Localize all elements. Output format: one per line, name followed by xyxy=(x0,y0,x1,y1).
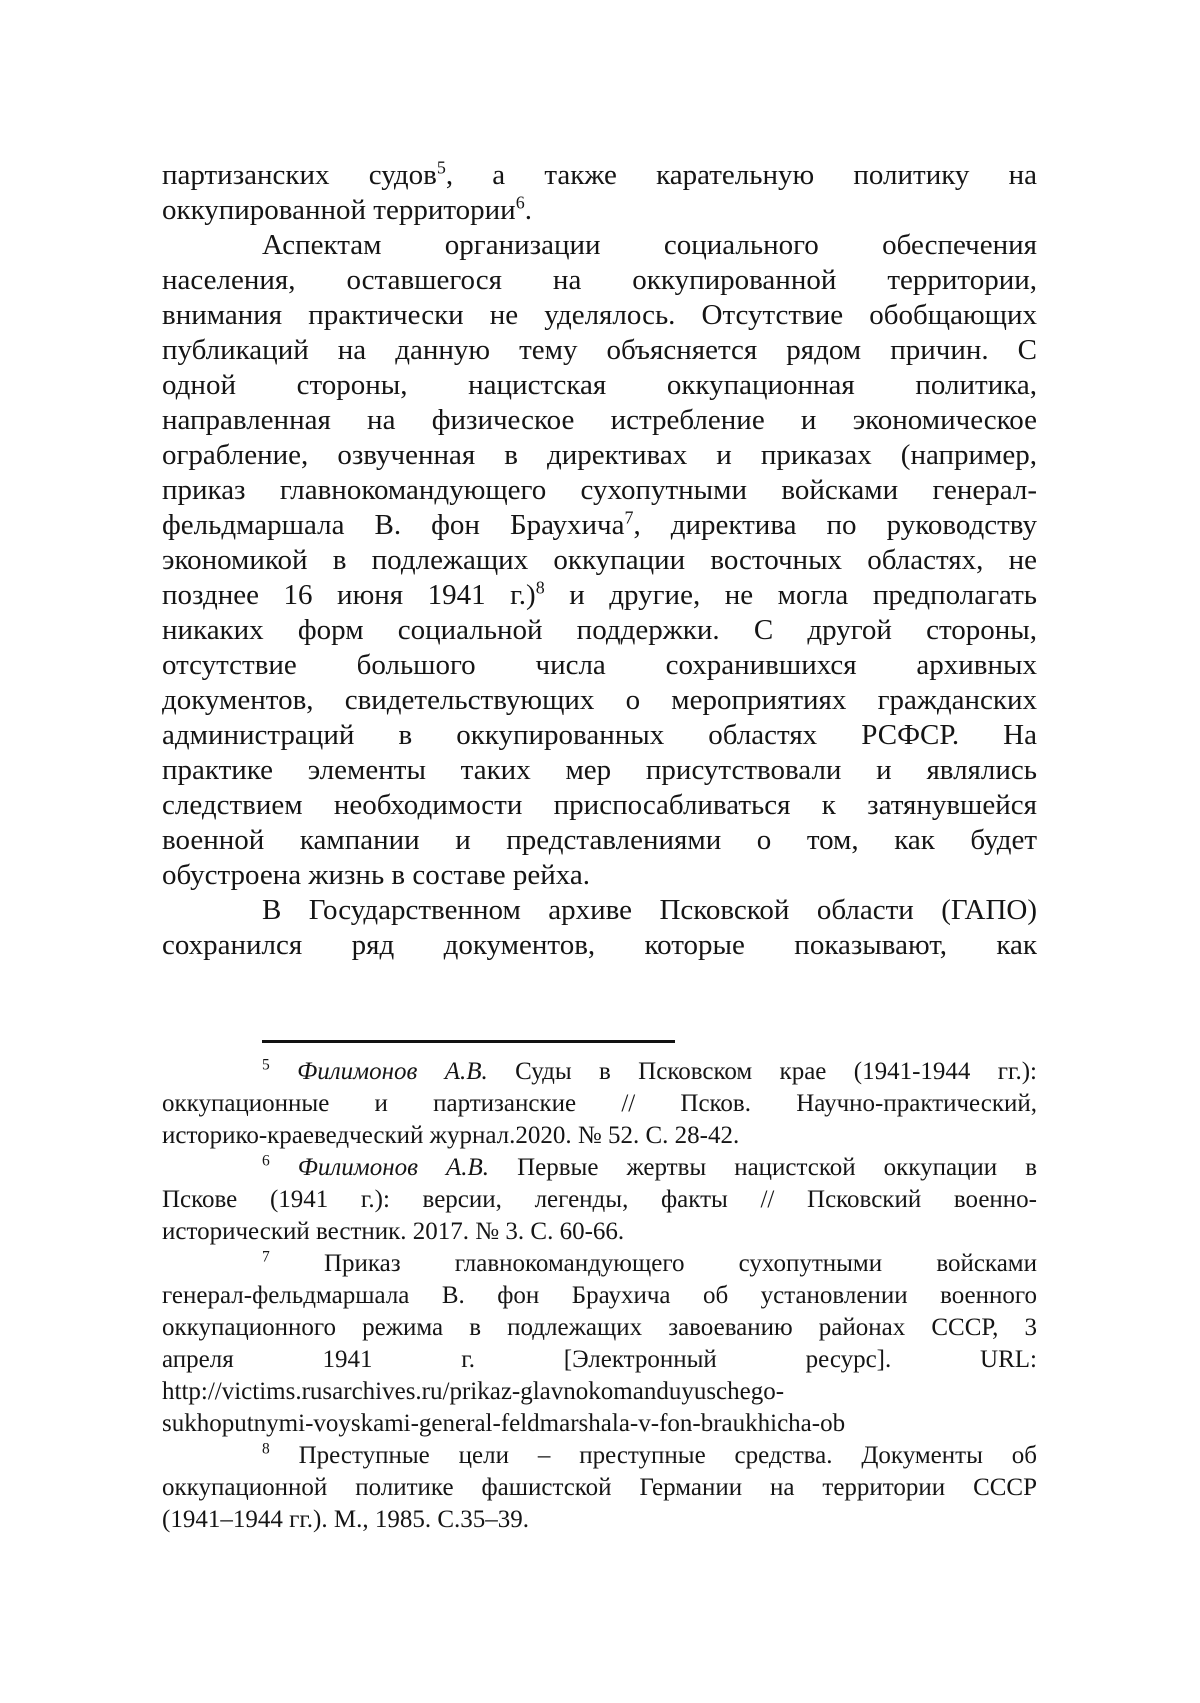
footnote-marker: 6 xyxy=(515,192,525,213)
text-line: внимания практически не уделялось. Отсутствие обобщающих xyxy=(162,299,1037,331)
text-line: sukhoputnymi-voyskami-general-feldmarshala-v-fon-braukhicha-ob xyxy=(162,1410,846,1437)
footnote-separator-line xyxy=(262,1040,675,1043)
text-line: В Государственном архиве Псковской области (ГАПО) xyxy=(262,894,1037,926)
footnote-marker: 7 xyxy=(624,507,634,528)
text-line: генерал-фельдмаршала В. фон Браухича об установлении военного xyxy=(162,1282,1037,1309)
text-line: никаких форм социальной поддержки. С другой стороны, xyxy=(162,614,1037,646)
footnote-8 xyxy=(162,1440,1037,1536)
body-text-block xyxy=(162,158,1037,963)
text-line: оккупационной политике фашистской Германии на территории СССР xyxy=(162,1474,1037,1501)
paragraph xyxy=(162,228,1037,893)
text-line: оккупационные и партизанские // Псков. Научно-практический, xyxy=(162,1090,1037,1117)
paragraph xyxy=(162,893,1037,963)
text-line: публикаций на данную тему объясняется рядом причин. С xyxy=(162,334,1037,366)
text-line: позднее 16 июня 1941 г.)$^8$ и другие, не могла предполагать xyxy=(162,577,1037,611)
footnote-marker: 5 xyxy=(436,157,446,178)
text-line: приказ главнокомандующего сухопутными войсками генерал- xyxy=(162,474,1037,506)
text-line: администраций в оккупированных областях РСФСР. На xyxy=(162,719,1037,751)
text-line: сохранился ряд документов, которые показывают, как xyxy=(162,929,1037,961)
text-line: партизанских судов$^5$, а также карательную политику на xyxy=(162,157,1037,191)
footnote-marker: 8 xyxy=(535,577,545,598)
text-line: $^8$ Преступные цели – преступные средства. Документы об xyxy=(262,1440,1037,1469)
text-line: Аспектам организации социального обеспечения xyxy=(262,229,1037,261)
text-line: населения, оставшегося на оккупированной территории, xyxy=(162,264,1037,296)
text-line: одной стороны, нацистская оккупационная политика, xyxy=(162,369,1037,401)
text-line: апреля 1941 г. [Электронный ресурс]. URL: xyxy=(162,1346,1037,1373)
text-line: направленная на физическое истребление и экономическое xyxy=(162,404,1037,436)
text-line: $^5$ Филимонов А.В. Суды в Псковском крае (1941-1944 гг.): xyxy=(262,1056,1038,1085)
footnote-6 xyxy=(162,1152,1037,1248)
text-line: (1941–1944 гг.). М., 1985. С.35–39. xyxy=(162,1506,529,1533)
footnote-7 xyxy=(162,1248,1037,1440)
text-line: $^6$ Филимонов А.В. Первые жертвы нацистской оккупации в xyxy=(262,1152,1038,1181)
text-line: исторический вестник. 2017. № 3. С. 60-66. xyxy=(162,1218,625,1245)
text-line: обустроена жизнь в составе рейха. xyxy=(162,859,591,891)
text-line: военной кампании и представлениями о том, как будет xyxy=(162,824,1037,856)
text-line: историко-краеведческий журнал.2020. № 52. С. 28-42. xyxy=(162,1122,740,1149)
italic-author: Филимонов А.В. xyxy=(297,1154,490,1181)
text-line: ограбление, озвученная в директивах и приказах (например, xyxy=(162,439,1037,471)
text-line: оккупационного режима в подлежащих завоеванию районах СССР, 3 xyxy=(162,1314,1037,1341)
text-line: практике элементы таких мер присутствовали и являлись xyxy=(162,754,1037,786)
text-line: оккупированной территории$^6$. xyxy=(162,192,532,226)
text-line: отсутствие большого числа сохранившихся архивных xyxy=(162,649,1037,681)
text-line: Пскове (1941 г.): версии, легенды, факты // Псковский военно- xyxy=(162,1186,1037,1213)
italic-author: Филимонов А.В. xyxy=(297,1058,488,1085)
text-line: $^7$ Приказ главнокомандующего сухопутными войсками xyxy=(262,1248,1037,1277)
text-line: документов, свидетельствующих о мероприятиях гражданских xyxy=(162,684,1037,716)
footnotes-block xyxy=(162,1056,1037,1536)
footnote-marker: 7 xyxy=(262,1248,270,1266)
paragraph xyxy=(162,158,1037,228)
footnote-marker: 6 xyxy=(262,1152,270,1170)
footnote-marker: 5 xyxy=(262,1056,270,1074)
text-line: экономикой в подлежащих оккупации восточных областях, не xyxy=(162,544,1037,576)
text-line: фельдмаршала В. фон Браухича$^7$, директива по руководству xyxy=(162,507,1037,541)
footnote-marker: 8 xyxy=(262,1440,270,1458)
text-line: следствием необходимости приспосабливаться к затянувшейся xyxy=(162,789,1037,821)
text-line: http://victims.rusarchives.ru/prikaz-glavnokomanduyuschego- xyxy=(162,1378,785,1405)
footnote-5 xyxy=(162,1056,1037,1152)
